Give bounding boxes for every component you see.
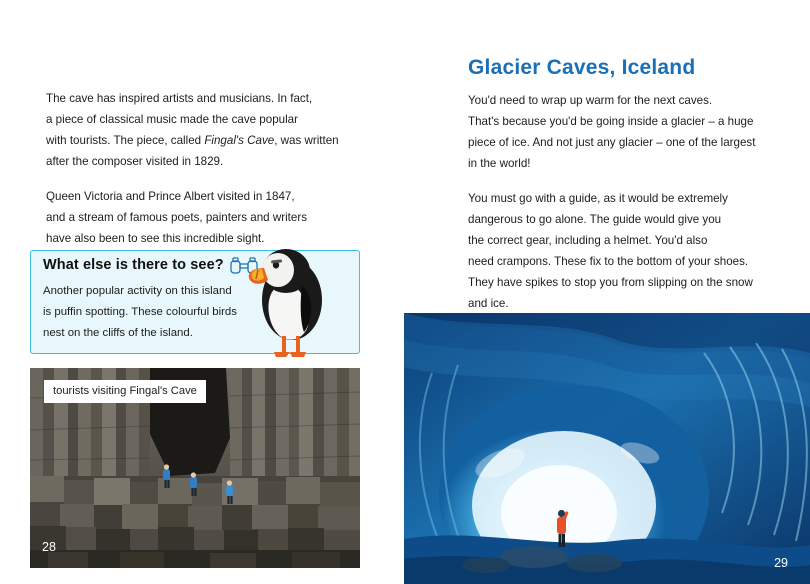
rpara1-line1: You'd need to wrap up warm for the next caves.: [468, 94, 713, 107]
right-paragraph-2: [468, 188, 768, 314]
para1-line3: with tourists. The piece, called: [46, 134, 205, 147]
left-photo: [30, 368, 360, 568]
para2-line3: have also been to see this incredible sight.: [46, 232, 265, 245]
para1-line3b: , was written: [274, 134, 339, 147]
right-photo: [404, 313, 810, 584]
fact-line-2: is puffin spotting. These colourful birds: [43, 306, 237, 318]
rpara2-line1: You must go with a guide, as it would be extremely: [468, 192, 728, 205]
puffin-illustration: [240, 238, 345, 363]
rpara1-line2: That's because you'd be going inside a glacier – a huge: [468, 115, 754, 128]
right-page: [390, 0, 810, 584]
fact-line-1: Another popular activity on this island: [43, 285, 232, 297]
para1-line1: The cave has inspired artists and musicians. In fact,: [46, 92, 313, 105]
para2-line1: Queen Victoria and Prince Albert visited in 1847,: [46, 190, 295, 203]
fact-box-title: What else is there to see?: [43, 257, 224, 273]
fact-line-3: nest on the cliffs of the island.: [43, 327, 193, 339]
page-number-left: 28: [42, 540, 56, 554]
para1-line2: a piece of classical music made the cave popular: [46, 113, 298, 126]
para1-line4: after the composer visited in 1829.: [46, 155, 224, 168]
glacier-cave-photo: [404, 313, 810, 584]
right-paragraph-1: [468, 90, 773, 174]
photo-caption-left: tourists visiting Fingal's Cave: [44, 380, 206, 403]
rpara1-line4: in the world!: [468, 157, 531, 170]
rpara2-line2: dangerous to go alone. The guide would give you: [468, 213, 722, 226]
rpara2-line6: and ice.: [468, 297, 509, 310]
left-page: [0, 0, 390, 584]
left-paragraph-1: [46, 88, 366, 172]
rpara1-line3: piece of ice. And not just any glacier – one of the largest: [468, 136, 756, 149]
page-number-right: 29: [774, 556, 788, 570]
rpara2-line3: the correct gear, including a helmet. You'd also: [468, 234, 708, 247]
section-heading: Glacier Caves, Iceland: [468, 56, 696, 79]
fact-box-body: [43, 281, 273, 344]
para2-line2: and a stream of famous poets, painters and writers: [46, 211, 307, 224]
rpara2-line5: They have spikes to stop you from slipping on the snow: [468, 276, 753, 289]
music-title: Fingal's Cave: [204, 134, 275, 147]
rpara2-line4: need crampons. These fix to the bottom of your shoes.: [468, 255, 749, 268]
